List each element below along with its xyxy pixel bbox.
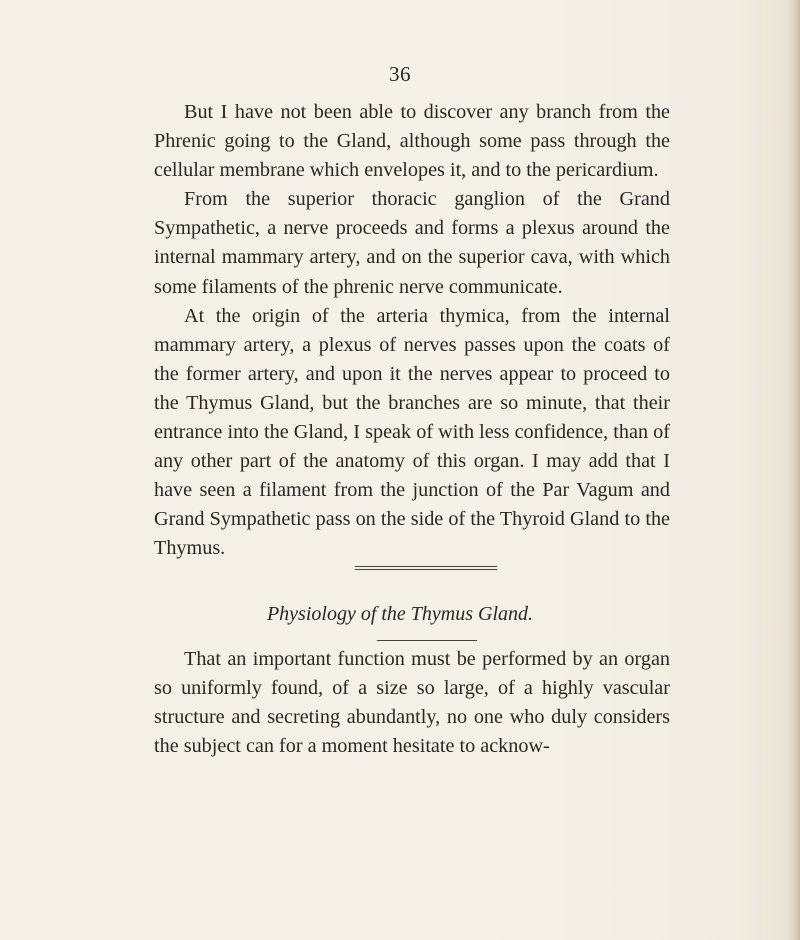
body-text-bottom xyxy=(154,645,670,761)
paragraph: That an important function must be performed by an organ so uniformly found, of a size so large, of a highly vascular structure and secreting abundantly, no one who duly considers the subject can for a moment hesitate to acknow- xyxy=(154,648,670,758)
heading-underline-rule xyxy=(377,640,477,641)
paragraph: But I have not been able to discover any branch from the Phrenic going to the Gland, although some pass through the cellular membrane which envelopes it, and to the pericardium. xyxy=(154,101,670,182)
section-heading: Physiology of the Thymus Gland. xyxy=(266,603,534,625)
paragraph: At the origin of the arteria thymica, from the internal mammary artery, a plexus of nerves passes upon the coats of the former artery, and upon it the nerves appear to proceed to the Thymus Gland, but the branches are so minute, that their entrance into the Gland, I speak of with less confidence, than of any other part of the anatomy of this organ. I may add that I have seen a filament from the junction of the Par Vagum and Grand Sympathetic pass on the side of the Thyroid Gland to the Thymus. xyxy=(154,304,670,560)
page-edge-shadow xyxy=(786,0,800,940)
section-divider-double-rule xyxy=(355,566,497,570)
body-text-top xyxy=(154,98,670,564)
page-number: 36 xyxy=(389,62,411,86)
paragraph: From the superior thoracic ganglion of the Grand Sympathetic, a nerve proceeds and forms a plexus around the internal mammary artery, and on the superior cava, with which some filaments of the phrenic nerve communicate. xyxy=(154,188,670,298)
